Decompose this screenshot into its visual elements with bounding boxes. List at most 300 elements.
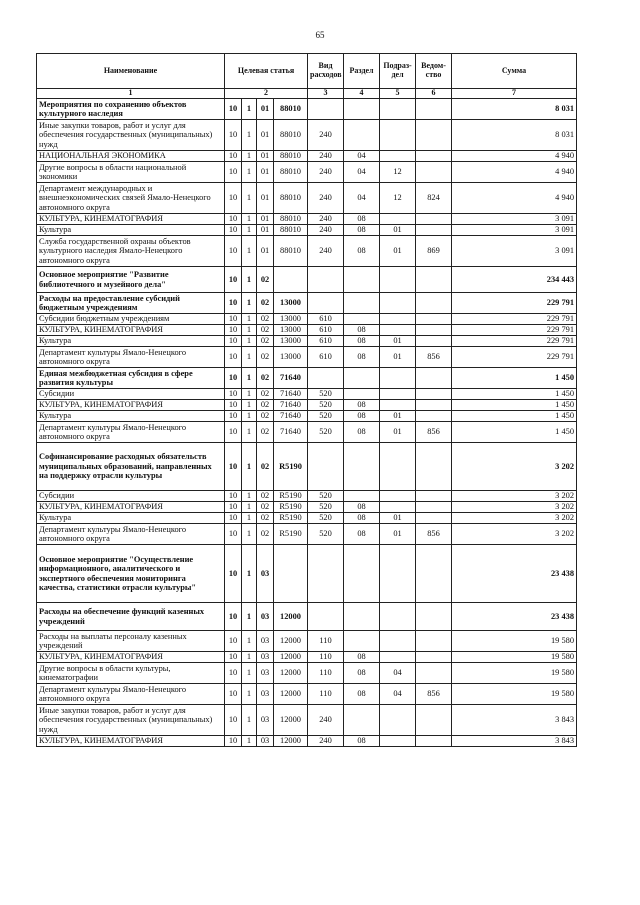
expense-type-cell — [308, 293, 344, 314]
expense-type-cell: 520 — [308, 389, 344, 400]
col-number: 3 — [308, 89, 344, 99]
target-code-a: 10 — [225, 513, 242, 524]
row-name: Культура — [37, 513, 225, 524]
col-number: 7 — [452, 89, 577, 99]
sum-cell: 234 443 — [452, 267, 577, 293]
section-cell: 08 — [344, 347, 380, 368]
department-cell — [416, 293, 452, 314]
target-code-d — [274, 267, 308, 293]
department-cell — [416, 400, 452, 411]
row-name: Субсидии — [37, 389, 225, 400]
sum-cell: 8 031 — [452, 120, 577, 151]
expense-type-cell — [308, 267, 344, 293]
department-cell — [416, 502, 452, 513]
sum-cell: 1 450 — [452, 400, 577, 411]
target-code-d: 88010 — [274, 151, 308, 162]
target-code-c: 02 — [257, 422, 274, 443]
row-name: Департамент международных и внешнеэкономических связей Ямало-Ненецкого автономного округа — [37, 183, 225, 214]
target-code-a: 10 — [225, 705, 242, 736]
table-row — [37, 705, 577, 736]
target-code-b: 1 — [242, 443, 257, 491]
section-cell: 08 — [344, 325, 380, 336]
sum-cell: 3 091 — [452, 214, 577, 225]
sum-cell: 3 843 — [452, 705, 577, 736]
expense-type-cell: 240 — [308, 225, 344, 236]
target-code-c: 02 — [257, 293, 274, 314]
expense-type-cell: 110 — [308, 631, 344, 652]
target-code-d: 12000 — [274, 684, 308, 705]
target-code-d: 12000 — [274, 705, 308, 736]
target-code-b: 1 — [242, 99, 257, 120]
row-name: Культура — [37, 336, 225, 347]
sum-cell: 19 580 — [452, 684, 577, 705]
sum-cell: 3 202 — [452, 524, 577, 545]
target-code-c: 02 — [257, 400, 274, 411]
row-name: Основное мероприятие "Развитие библиотечного и музейного дела" — [37, 267, 225, 293]
target-code-a: 10 — [225, 236, 242, 267]
target-code-c: 02 — [257, 368, 274, 389]
row-name: Департамент культуры Ямало-Ненецкого автономного округа — [37, 684, 225, 705]
expense-type-cell: 110 — [308, 663, 344, 684]
target-code-b: 1 — [242, 368, 257, 389]
department-cell — [416, 151, 452, 162]
target-code-b: 1 — [242, 513, 257, 524]
table-row — [37, 389, 577, 400]
target-code-d: 12000 — [274, 663, 308, 684]
sum-cell: 3 091 — [452, 225, 577, 236]
subsection-cell — [380, 151, 416, 162]
section-cell — [344, 631, 380, 652]
target-code-d: 71640 — [274, 368, 308, 389]
department-cell: 856 — [416, 422, 452, 443]
row-name: КУЛЬТУРА, КИНЕМАТОГРАФИЯ — [37, 652, 225, 663]
target-code-c: 01 — [257, 183, 274, 214]
section-cell — [344, 293, 380, 314]
subsection-cell — [380, 603, 416, 631]
sum-cell: 23 438 — [452, 603, 577, 631]
expense-type-cell: 110 — [308, 652, 344, 663]
row-name: Единая межбюджетная субсидия в сфере развития культуры — [37, 368, 225, 389]
expense-type-cell: 520 — [308, 524, 344, 545]
table-row — [37, 347, 577, 368]
subsection-cell — [380, 400, 416, 411]
target-code-c: 01 — [257, 151, 274, 162]
row-name: Другие вопросы в области национальной экономики — [37, 162, 225, 183]
expense-type-cell: 110 — [308, 684, 344, 705]
sum-cell: 19 580 — [452, 631, 577, 652]
expense-type-cell: 240 — [308, 214, 344, 225]
expense-type-cell: 520 — [308, 422, 344, 443]
sum-cell: 3 843 — [452, 736, 577, 747]
table-row — [37, 491, 577, 502]
expense-type-cell: 240 — [308, 151, 344, 162]
target-code-b: 1 — [242, 389, 257, 400]
sum-cell: 23 438 — [452, 545, 577, 603]
target-code-c: 02 — [257, 267, 274, 293]
section-cell — [344, 368, 380, 389]
target-code-d: 88010 — [274, 236, 308, 267]
section-cell: 04 — [344, 151, 380, 162]
target-code-b: 1 — [242, 652, 257, 663]
target-code-c: 02 — [257, 347, 274, 368]
target-code-b: 1 — [242, 684, 257, 705]
col-name-header: Наименование — [37, 54, 225, 89]
row-name: Софинансирование расходных обязательств муниципальных образований, направленных на поддержку отрасли культуры — [37, 443, 225, 491]
department-cell — [416, 736, 452, 747]
subsection-cell — [380, 325, 416, 336]
target-code-c: 02 — [257, 524, 274, 545]
subsection-cell — [380, 631, 416, 652]
section-cell: 08 — [344, 513, 380, 524]
target-code-b: 1 — [242, 347, 257, 368]
department-cell — [416, 214, 452, 225]
col-target-header: Целевая статья — [225, 54, 308, 89]
target-code-d: 71640 — [274, 389, 308, 400]
row-name: Основное мероприятие "Осуществление информационного, аналитического и экспертного обеспечения мониторинга качества, статистики отрасли культуры" — [37, 545, 225, 603]
row-name: Другие вопросы в области культуры, кинематографии — [37, 663, 225, 684]
target-code-b: 1 — [242, 293, 257, 314]
target-code-a: 10 — [225, 411, 242, 422]
row-name: Мероприятия по сохранению объектов культурного наследия — [37, 99, 225, 120]
table-row — [37, 336, 577, 347]
expense-type-cell — [308, 545, 344, 603]
expense-type-cell: 610 — [308, 336, 344, 347]
department-cell — [416, 663, 452, 684]
sum-cell: 1 450 — [452, 422, 577, 443]
subsection-cell — [380, 314, 416, 325]
sum-cell: 3 091 — [452, 236, 577, 267]
row-name: КУЛЬТУРА, КИНЕМАТОГРАФИЯ — [37, 502, 225, 513]
target-code-a: 10 — [225, 99, 242, 120]
target-code-c: 02 — [257, 491, 274, 502]
table-row — [37, 325, 577, 336]
target-code-b: 1 — [242, 214, 257, 225]
target-code-c: 03 — [257, 631, 274, 652]
target-code-d: R5190 — [274, 491, 308, 502]
target-code-b: 1 — [242, 236, 257, 267]
sum-cell: 3 202 — [452, 491, 577, 502]
row-name: НАЦИОНАЛЬНАЯ ЭКОНОМИКА — [37, 151, 225, 162]
sum-cell: 4 940 — [452, 162, 577, 183]
table-row — [37, 314, 577, 325]
department-cell: 856 — [416, 684, 452, 705]
target-code-b: 1 — [242, 314, 257, 325]
target-code-c: 02 — [257, 443, 274, 491]
subsection-cell — [380, 120, 416, 151]
target-code-a: 10 — [225, 491, 242, 502]
expense-type-cell: 240 — [308, 120, 344, 151]
target-code-b: 1 — [242, 267, 257, 293]
subsection-cell — [380, 502, 416, 513]
department-cell — [416, 336, 452, 347]
target-code-b: 1 — [242, 336, 257, 347]
expense-type-cell: 240 — [308, 236, 344, 267]
section-cell: 08 — [344, 684, 380, 705]
target-code-d: 88010 — [274, 120, 308, 151]
expense-type-cell: 520 — [308, 513, 344, 524]
sum-cell: 1 450 — [452, 389, 577, 400]
subsection-cell: 01 — [380, 347, 416, 368]
target-code-b: 1 — [242, 502, 257, 513]
sum-cell: 19 580 — [452, 652, 577, 663]
target-code-a: 10 — [225, 652, 242, 663]
section-cell: 08 — [344, 652, 380, 663]
target-code-b: 1 — [242, 225, 257, 236]
target-code-a: 10 — [225, 120, 242, 151]
section-cell: 08 — [344, 225, 380, 236]
col-number: 1 — [37, 89, 225, 99]
row-name: Департамент культуры Ямало-Ненецкого автономного округа — [37, 422, 225, 443]
subsection-cell: 01 — [380, 225, 416, 236]
target-code-b: 1 — [242, 705, 257, 736]
subsection-cell: 04 — [380, 684, 416, 705]
target-code-d: 13000 — [274, 336, 308, 347]
subsection-cell: 01 — [380, 411, 416, 422]
department-cell — [416, 99, 452, 120]
expense-type-cell — [308, 368, 344, 389]
sum-cell: 4 940 — [452, 183, 577, 214]
target-code-d: 13000 — [274, 325, 308, 336]
target-code-a: 10 — [225, 422, 242, 443]
target-code-c: 01 — [257, 236, 274, 267]
section-cell — [344, 314, 380, 325]
section-cell — [344, 491, 380, 502]
expense-type-cell: 610 — [308, 314, 344, 325]
target-code-a: 10 — [225, 684, 242, 705]
target-code-d: 71640 — [274, 411, 308, 422]
target-code-b: 1 — [242, 162, 257, 183]
target-code-d: R5190 — [274, 502, 308, 513]
department-cell — [416, 162, 452, 183]
row-name: КУЛЬТУРА, КИНЕМАТОГРАФИЯ — [37, 214, 225, 225]
target-code-d: 13000 — [274, 347, 308, 368]
target-code-c: 03 — [257, 545, 274, 603]
department-cell: 856 — [416, 524, 452, 545]
table-row — [37, 443, 577, 491]
section-cell — [344, 603, 380, 631]
row-name: Культура — [37, 411, 225, 422]
section-cell — [344, 267, 380, 293]
subsection-cell — [380, 652, 416, 663]
row-name: Иные закупки товаров, работ и услуг для обеспечения государственных (муниципальных) нужд — [37, 705, 225, 736]
row-name: Расходы на выплаты персоналу казенных учреждений — [37, 631, 225, 652]
target-code-d: 12000 — [274, 603, 308, 631]
section-cell: 08 — [344, 663, 380, 684]
target-code-a: 10 — [225, 389, 242, 400]
col-expense-type-header: Вид расходов — [308, 54, 344, 89]
section-cell: 08 — [344, 502, 380, 513]
table-row — [37, 151, 577, 162]
department-cell — [416, 314, 452, 325]
col-number: 2 — [225, 89, 308, 99]
target-code-d: 88010 — [274, 225, 308, 236]
target-code-c: 03 — [257, 603, 274, 631]
department-cell — [416, 603, 452, 631]
target-code-b: 1 — [242, 422, 257, 443]
table-row — [37, 293, 577, 314]
expense-type-cell: 520 — [308, 491, 344, 502]
target-code-a: 10 — [225, 502, 242, 513]
target-code-a: 10 — [225, 545, 242, 603]
subsection-cell — [380, 267, 416, 293]
sum-cell: 3 202 — [452, 513, 577, 524]
target-code-a: 10 — [225, 524, 242, 545]
department-cell — [416, 267, 452, 293]
table-row — [37, 513, 577, 524]
target-code-d: 12000 — [274, 631, 308, 652]
department-cell — [416, 652, 452, 663]
target-code-b: 1 — [242, 491, 257, 502]
section-cell: 08 — [344, 736, 380, 747]
subsection-cell: 01 — [380, 336, 416, 347]
subsection-cell — [380, 368, 416, 389]
target-code-c: 02 — [257, 411, 274, 422]
expense-type-cell: 240 — [308, 705, 344, 736]
table-row — [37, 603, 577, 631]
subsection-cell — [380, 545, 416, 603]
table-row — [37, 631, 577, 652]
target-code-d: 12000 — [274, 652, 308, 663]
subsection-cell — [380, 293, 416, 314]
target-code-c: 02 — [257, 336, 274, 347]
target-code-c: 02 — [257, 513, 274, 524]
target-code-a: 10 — [225, 267, 242, 293]
target-code-d: 71640 — [274, 422, 308, 443]
subsection-cell: 12 — [380, 162, 416, 183]
section-cell: 08 — [344, 336, 380, 347]
target-code-b: 1 — [242, 603, 257, 631]
table-row — [37, 524, 577, 545]
expense-type-cell — [308, 99, 344, 120]
sum-cell: 19 580 — [452, 663, 577, 684]
target-code-b: 1 — [242, 183, 257, 214]
table-row — [37, 545, 577, 603]
subsection-cell: 01 — [380, 513, 416, 524]
sum-cell: 3 202 — [452, 443, 577, 491]
expense-type-cell: 520 — [308, 502, 344, 513]
department-cell — [416, 443, 452, 491]
table-row — [37, 99, 577, 120]
subsection-cell: 01 — [380, 524, 416, 545]
target-code-d — [274, 545, 308, 603]
section-cell: 04 — [344, 162, 380, 183]
target-code-c: 01 — [257, 99, 274, 120]
target-code-a: 10 — [225, 443, 242, 491]
target-code-c: 03 — [257, 736, 274, 747]
target-code-b: 1 — [242, 400, 257, 411]
target-code-a: 10 — [225, 151, 242, 162]
subsection-cell: 04 — [380, 663, 416, 684]
row-name: Служба государственной охраны объектов культурного наследия Ямало-Ненецкого автономного округа — [37, 236, 225, 267]
table-row — [37, 684, 577, 705]
row-name: КУЛЬТУРА, КИНЕМАТОГРАФИЯ — [37, 325, 225, 336]
expense-type-cell: 520 — [308, 411, 344, 422]
target-code-c: 02 — [257, 314, 274, 325]
department-cell: 856 — [416, 347, 452, 368]
subsection-cell — [380, 705, 416, 736]
target-code-c: 03 — [257, 705, 274, 736]
department-cell — [416, 491, 452, 502]
target-code-a: 10 — [225, 336, 242, 347]
department-cell: 869 — [416, 236, 452, 267]
department-cell — [416, 411, 452, 422]
col-number: 6 — [416, 89, 452, 99]
row-name: Расходы на обеспечение функций казенных учреждений — [37, 603, 225, 631]
section-cell — [344, 120, 380, 151]
target-code-a: 10 — [225, 325, 242, 336]
subsection-cell — [380, 389, 416, 400]
col-department-header: Ведом-ство — [416, 54, 452, 89]
target-code-c: 02 — [257, 325, 274, 336]
row-name: Иные закупки товаров, работ и услуг для обеспечения государственных (муниципальных) нужд — [37, 120, 225, 151]
target-code-a: 10 — [225, 214, 242, 225]
row-name: КУЛЬТУРА, КИНЕМАТОГРАФИЯ — [37, 736, 225, 747]
target-code-c: 01 — [257, 214, 274, 225]
section-cell — [344, 705, 380, 736]
target-code-a: 10 — [225, 603, 242, 631]
subsection-cell — [380, 491, 416, 502]
section-cell: 04 — [344, 183, 380, 214]
department-cell — [416, 513, 452, 524]
subsection-cell: 01 — [380, 422, 416, 443]
expense-type-cell: 240 — [308, 162, 344, 183]
sum-cell: 229 791 — [452, 314, 577, 325]
col-subsection-header: Подраз-дел — [380, 54, 416, 89]
table-row — [37, 411, 577, 422]
subsection-cell — [380, 443, 416, 491]
target-code-a: 10 — [225, 631, 242, 652]
target-code-d: 13000 — [274, 293, 308, 314]
department-cell — [416, 705, 452, 736]
expense-type-cell — [308, 443, 344, 491]
target-code-b: 1 — [242, 736, 257, 747]
section-cell — [344, 99, 380, 120]
sum-cell: 3 202 — [452, 502, 577, 513]
department-cell — [416, 120, 452, 151]
target-code-c: 03 — [257, 663, 274, 684]
target-code-b: 1 — [242, 524, 257, 545]
target-code-c: 02 — [257, 389, 274, 400]
target-code-a: 10 — [225, 162, 242, 183]
department-cell — [416, 325, 452, 336]
col-number: 5 — [380, 89, 416, 99]
target-code-a: 10 — [225, 314, 242, 325]
subsection-cell: 12 — [380, 183, 416, 214]
target-code-c: 01 — [257, 120, 274, 151]
department-cell: 824 — [416, 183, 452, 214]
target-code-d: R5190 — [274, 513, 308, 524]
target-code-d: 88010 — [274, 183, 308, 214]
subsection-cell — [380, 736, 416, 747]
table-row — [37, 502, 577, 513]
department-cell — [416, 389, 452, 400]
target-code-a: 10 — [225, 293, 242, 314]
row-name: КУЛЬТУРА, КИНЕМАТОГРАФИЯ — [37, 400, 225, 411]
section-cell: 08 — [344, 214, 380, 225]
table-row — [37, 652, 577, 663]
table-row — [37, 183, 577, 214]
target-code-b: 1 — [242, 663, 257, 684]
target-code-d: 88010 — [274, 99, 308, 120]
subsection-cell: 01 — [380, 236, 416, 267]
section-cell: 08 — [344, 411, 380, 422]
target-code-a: 10 — [225, 183, 242, 214]
target-code-c: 03 — [257, 684, 274, 705]
column-number-row — [37, 89, 577, 99]
table-row — [37, 368, 577, 389]
sum-cell: 229 791 — [452, 336, 577, 347]
section-cell — [344, 443, 380, 491]
